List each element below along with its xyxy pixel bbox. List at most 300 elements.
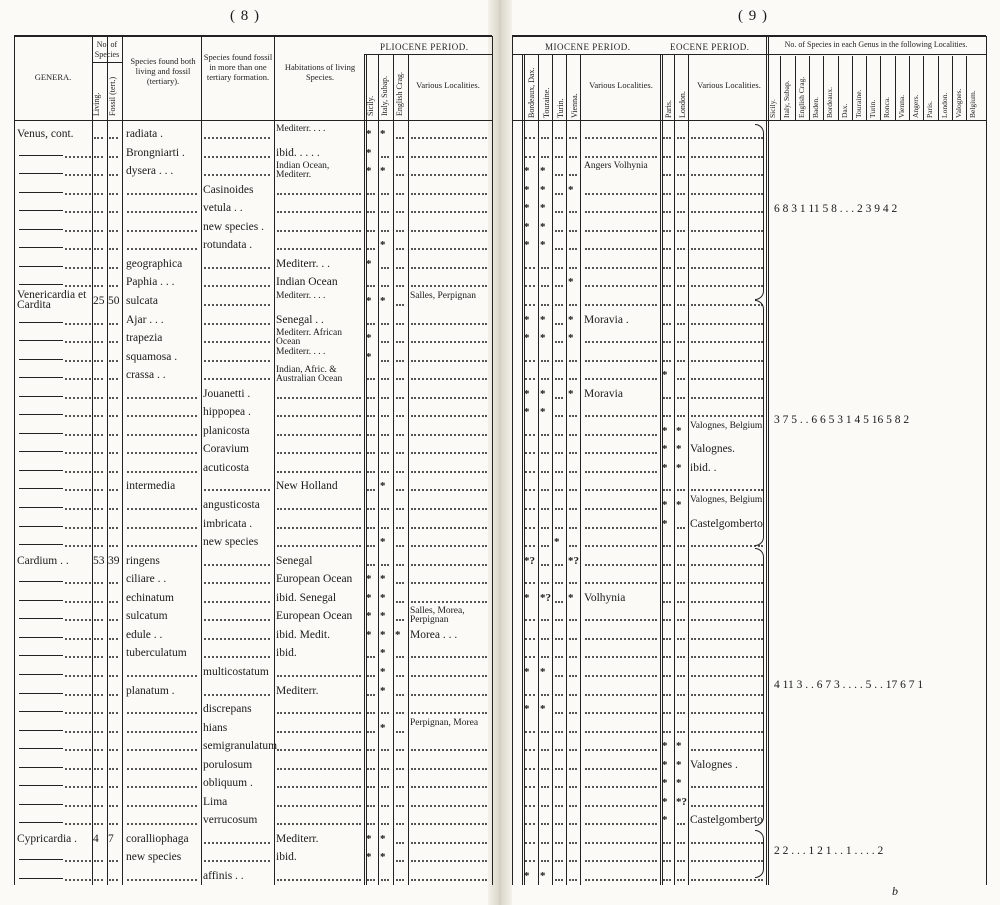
leader-dots [569, 218, 577, 236]
leader-dots [94, 570, 103, 588]
cell-i: * [380, 610, 386, 623]
leader-dots [691, 199, 763, 217]
cell-both: Brongniarti . [126, 146, 185, 159]
leader-dots [396, 403, 404, 421]
leader-dots [94, 236, 103, 254]
leader-dots [381, 181, 389, 199]
leader-dots [94, 533, 103, 551]
cell-more: new species [203, 536, 259, 549]
leader-dots [367, 644, 375, 662]
leader-dots [691, 774, 763, 792]
leader-dots [525, 477, 535, 495]
leader-dots [691, 181, 763, 199]
leader-dots [109, 422, 118, 440]
cell-bd: *? [524, 554, 535, 567]
leader-dots [381, 700, 389, 718]
leader-dots [585, 199, 657, 217]
leader-dots [677, 385, 685, 403]
cell-pa: * [662, 740, 668, 753]
leader-dots [127, 403, 197, 421]
leader-dots [277, 533, 361, 551]
leader-dots [691, 570, 763, 588]
leader-dots [585, 848, 657, 866]
cell-v: Salles, Perpignan [410, 290, 476, 301]
leader-dots [127, 737, 197, 755]
leader-dots [541, 496, 549, 514]
leader-dots [525, 144, 535, 162]
leader-dots [585, 329, 657, 347]
leader-dots [555, 144, 563, 162]
cell-i: * [380, 665, 386, 678]
leader-dots [663, 700, 671, 718]
leader-dots [585, 700, 657, 718]
leader-dots [127, 700, 197, 718]
table-row [0, 589, 1000, 607]
leader-dots [691, 682, 763, 700]
cell-to: *? [540, 591, 551, 604]
header-sicily: Sicily. [366, 95, 375, 116]
brace-group-1 [755, 124, 764, 300]
cell-lo: * [676, 443, 682, 456]
cell-ev: Valognes. [690, 443, 736, 456]
leader-dots [109, 626, 118, 644]
leader-dots [381, 329, 389, 347]
cell-vi: * [568, 332, 574, 345]
leader-dots [127, 385, 197, 403]
leader-dots [663, 607, 671, 625]
leader-dots [396, 144, 404, 162]
leader-dots [411, 403, 487, 421]
cell-hab: Mediterr. . . . [276, 346, 326, 357]
leader-dots [525, 774, 535, 792]
cell-pa: * [662, 443, 668, 456]
leader-dots [585, 459, 657, 477]
ditto-dash [19, 655, 63, 656]
locality-column-rule [809, 56, 810, 120]
ditto-dash [19, 822, 63, 823]
leader-dots [396, 459, 404, 477]
ditto-dash [19, 377, 63, 378]
table-row [0, 867, 1000, 885]
leader-dots [65, 162, 91, 180]
header-turin: Turin. [556, 98, 565, 118]
leader-dots [525, 737, 535, 755]
table-row [0, 496, 1000, 514]
table-row [0, 125, 1000, 143]
leader-dots [109, 181, 118, 199]
leader-dots [677, 830, 685, 848]
leader-dots [691, 830, 763, 848]
leader-dots [109, 236, 118, 254]
cell-both: echinatum [126, 591, 174, 604]
cell-mv: Moravia . [584, 313, 629, 326]
locality-column-rule [923, 56, 924, 120]
leader-dots [94, 774, 103, 792]
cell-both: new species [126, 851, 182, 864]
leader-dots [663, 255, 671, 273]
cell-more: porulosum [203, 758, 253, 771]
ditto-dash [19, 173, 63, 174]
cell-more: vetula . . [203, 202, 243, 215]
leader-dots [585, 236, 657, 254]
cell-ev: ibid. . [690, 461, 717, 474]
cell-hab: ibid. Medit. [276, 628, 330, 641]
leader-dots [541, 348, 549, 366]
cell-bd: * [524, 591, 530, 604]
leader-dots [127, 756, 197, 774]
cell-pa: * [662, 424, 668, 437]
cell-to: * [540, 220, 546, 233]
leader-dots [367, 366, 375, 384]
leader-dots [585, 793, 657, 811]
leader-dots [541, 144, 549, 162]
leader-dots [381, 422, 389, 440]
cell-v: Morea . . . [410, 628, 458, 641]
leader-dots [677, 236, 685, 254]
header-bordeaux-dax: Bordeaux, Dax. [527, 67, 536, 118]
cell-hab: Senegal [276, 554, 313, 567]
leader-dots [525, 830, 535, 848]
cell-hab: Mediterr. . . [276, 257, 330, 270]
leader-dots [677, 144, 685, 162]
leader-dots [94, 793, 103, 811]
leader-dots [65, 255, 91, 273]
leader-dots [691, 125, 763, 143]
ditto-dash [19, 748, 63, 749]
leader-dots [396, 348, 404, 366]
leader-dots [555, 496, 563, 514]
leader-dots [65, 737, 91, 755]
cell-ev: Valognes, Belgium [690, 420, 763, 431]
leader-dots [109, 144, 118, 162]
ditto-dash [19, 284, 63, 285]
leader-dots [691, 589, 763, 607]
leader-dots [94, 867, 103, 885]
header-locality: Touraine. [853, 89, 863, 118]
leader-dots [691, 848, 763, 866]
leader-dots [109, 570, 118, 588]
cell-i: * [380, 591, 386, 604]
leader-dots [555, 682, 563, 700]
leader-dots [677, 848, 685, 866]
leader-dots [555, 515, 563, 533]
leader-dots [663, 589, 671, 607]
leader-dots [541, 682, 549, 700]
leader-dots [691, 273, 763, 291]
leader-dots [94, 348, 103, 366]
leader-dots [65, 515, 91, 533]
leader-dots [109, 440, 118, 458]
cell-hab: Mediterr. . . . [276, 290, 326, 301]
leader-dots [541, 366, 549, 384]
leader-dots [555, 218, 563, 236]
cell-s: * [366, 257, 372, 270]
leader-dots [691, 162, 763, 180]
leader-dots [411, 311, 487, 329]
leader-dots [677, 199, 685, 217]
leader-dots [109, 756, 118, 774]
leader-dots [381, 774, 389, 792]
leader-dots [663, 552, 671, 570]
leader-dots [691, 719, 763, 737]
leader-dots [585, 496, 657, 514]
leader-dots [109, 218, 118, 236]
leader-dots [525, 292, 535, 310]
leader-dots [569, 682, 577, 700]
ditto-dash [19, 433, 63, 434]
cell-both: Ajar . . . [126, 313, 164, 326]
leader-dots [367, 496, 375, 514]
leader-dots [569, 663, 577, 681]
leader-dots [65, 607, 91, 625]
leader-dots [109, 589, 118, 607]
leader-dots [381, 459, 389, 477]
leader-dots [569, 644, 577, 662]
leader-dots [204, 255, 270, 273]
leader-dots [127, 719, 197, 737]
cell-living: 25 [93, 294, 105, 307]
leader-dots [204, 589, 270, 607]
leader-dots [411, 533, 487, 551]
leader-dots [396, 422, 404, 440]
cell-to: * [540, 332, 546, 345]
leader-dots [65, 348, 91, 366]
leader-dots [569, 867, 577, 885]
cell-more: acuticosta [203, 461, 249, 474]
header-locality: Paris. [925, 101, 935, 118]
leader-dots [555, 737, 563, 755]
leader-dots [555, 385, 563, 403]
leader-dots [691, 366, 763, 384]
leader-dots [65, 477, 91, 495]
cell-lo: * [676, 499, 682, 511]
leader-dots [663, 292, 671, 310]
leader-dots [65, 700, 91, 718]
table-row [0, 552, 1000, 570]
ditto-dash [19, 878, 63, 879]
leader-dots [525, 811, 535, 829]
leader-dots [411, 737, 487, 755]
leader-dots [411, 570, 487, 588]
leader-dots [525, 366, 535, 384]
cell-living: 4 [93, 832, 99, 845]
table-row [0, 162, 1000, 180]
leader-dots [663, 848, 671, 866]
counts-group-3: 4 11 3 . . 6 7 3 . . . . 5 . . 17 6 7 1 [774, 679, 924, 691]
leader-dots [585, 477, 657, 495]
leader-dots [65, 811, 91, 829]
leader-dots [691, 552, 763, 570]
leader-dots [396, 125, 404, 143]
leader-dots [663, 218, 671, 236]
leader-dots [367, 719, 375, 737]
leader-dots [94, 329, 103, 347]
cell-both: intermedia [126, 480, 176, 493]
leader-dots [277, 218, 361, 236]
leader-dots [585, 552, 657, 570]
leader-dots [663, 236, 671, 254]
brace-group-3 [755, 548, 764, 826]
leader-dots [381, 515, 389, 533]
leader-dots [569, 236, 577, 254]
brace-group-4 [755, 830, 764, 878]
leader-dots [396, 199, 404, 217]
leader-dots [555, 366, 563, 384]
cell-hab: Indian Ocean [276, 276, 338, 289]
leader-dots [277, 515, 361, 533]
table-row [0, 348, 1000, 366]
leader-dots [109, 477, 118, 495]
leader-dots [569, 830, 577, 848]
header-various-eocene: Various Localities. [697, 80, 761, 90]
leader-dots [367, 218, 375, 236]
leader-dots [65, 403, 91, 421]
cell-hab: ibid. [276, 647, 297, 660]
leader-dots [94, 311, 103, 329]
leader-dots [381, 811, 389, 829]
cell-to: * [540, 239, 546, 252]
leader-dots [94, 144, 103, 162]
leader-dots [541, 422, 549, 440]
cell-both: planatum . [126, 684, 175, 697]
leader-dots [555, 311, 563, 329]
leader-dots [691, 477, 763, 495]
leader-dots [663, 570, 671, 588]
cell-both: tuberculatum [126, 647, 187, 660]
cell-more: Jouanetti . [203, 387, 251, 400]
leader-dots [677, 700, 685, 718]
leader-dots [396, 292, 404, 310]
leader-dots [555, 663, 563, 681]
leader-dots [411, 273, 487, 291]
leader-dots [396, 477, 404, 495]
ditto-dash [19, 618, 63, 619]
leader-dots [204, 144, 270, 162]
cell-s: * [366, 350, 372, 363]
cell-tu: * [554, 536, 560, 549]
leader-dots [541, 774, 549, 792]
leader-dots [677, 589, 685, 607]
cell-more: Coravium [203, 443, 249, 456]
leader-dots [525, 515, 535, 533]
cell-hab: Mediterr. [276, 832, 319, 845]
leader-dots [663, 533, 671, 551]
leader-dots [691, 311, 763, 329]
cell-bd: * [524, 165, 530, 178]
leader-dots [525, 719, 535, 737]
cell-i: * [380, 536, 386, 549]
leader-dots [411, 181, 487, 199]
leader-dots [585, 719, 657, 737]
leader-dots [109, 700, 118, 718]
leader-dots [381, 440, 389, 458]
leader-dots [569, 477, 577, 495]
table-row [0, 793, 1000, 811]
leader-dots [367, 793, 375, 811]
table-row [0, 774, 1000, 792]
ditto-dash [19, 674, 63, 675]
cell-vi: * [568, 276, 574, 289]
leader-dots [65, 793, 91, 811]
leader-dots [585, 663, 657, 681]
leader-dots [94, 719, 103, 737]
leader-dots [396, 366, 404, 384]
leader-dots [663, 125, 671, 143]
header-locality: Belgium. [968, 90, 978, 118]
leader-dots [677, 329, 685, 347]
leader-dots [381, 756, 389, 774]
leader-dots [585, 292, 657, 310]
leader-dots [585, 682, 657, 700]
header-habitations: Habitations of living Species. [284, 62, 356, 82]
leader-dots [396, 663, 404, 681]
cell-s: * [366, 146, 372, 159]
leader-dots [65, 199, 91, 217]
leader-dots [367, 515, 375, 533]
leader-dots [663, 477, 671, 495]
cell-s: * [366, 165, 372, 178]
header-locality: Baden. [810, 96, 820, 118]
cell-s: * [366, 128, 372, 140]
header-miocene: MIOCENE PERIOD. [545, 42, 631, 52]
leader-dots [411, 589, 487, 607]
cell-more: imbricata . [203, 517, 253, 530]
leader-dots [396, 793, 404, 811]
header-species-count: No. of Species in each Genus in the following Localities. [784, 40, 968, 49]
ditto-dash [19, 526, 63, 527]
ditto-dash [19, 414, 63, 415]
header-pliocene: PLIOCENE PERIOD. [380, 42, 469, 52]
leader-dots [555, 292, 563, 310]
leader-dots [569, 422, 577, 440]
leader-dots [677, 125, 685, 143]
cell-more: affinis . . [203, 870, 244, 882]
leader-dots [411, 459, 487, 477]
leader-dots [381, 199, 389, 217]
leader-dots [411, 774, 487, 792]
leader-dots [555, 440, 563, 458]
leader-dots [277, 440, 361, 458]
leader-dots [411, 144, 487, 162]
leader-dots [65, 663, 91, 681]
cell-both: sulcata [126, 294, 158, 307]
ditto-dash [19, 785, 63, 786]
leader-dots [663, 199, 671, 217]
header-locality: English Crag. [796, 76, 806, 118]
leader-dots [569, 292, 577, 310]
leader-dots [94, 682, 103, 700]
leader-dots [109, 385, 118, 403]
leader-dots [65, 644, 91, 662]
header-no-species: No. of Species [94, 40, 120, 59]
table-row [0, 737, 1000, 755]
cell-bd: * [524, 703, 530, 716]
leader-dots [585, 644, 657, 662]
leader-dots [381, 385, 389, 403]
ditto-dash [19, 396, 63, 397]
leader-dots [585, 218, 657, 236]
locality-column-rule [852, 56, 853, 120]
cell-hab: Mediterr. [276, 684, 319, 697]
cell-bd: * [524, 387, 530, 400]
counts-rule [766, 54, 986, 55]
leader-dots [204, 125, 270, 143]
leader-dots [367, 385, 375, 403]
leader-dots [569, 403, 577, 421]
leader-dots [65, 236, 91, 254]
cell-more: new species . [203, 220, 264, 233]
leader-dots [94, 422, 103, 440]
